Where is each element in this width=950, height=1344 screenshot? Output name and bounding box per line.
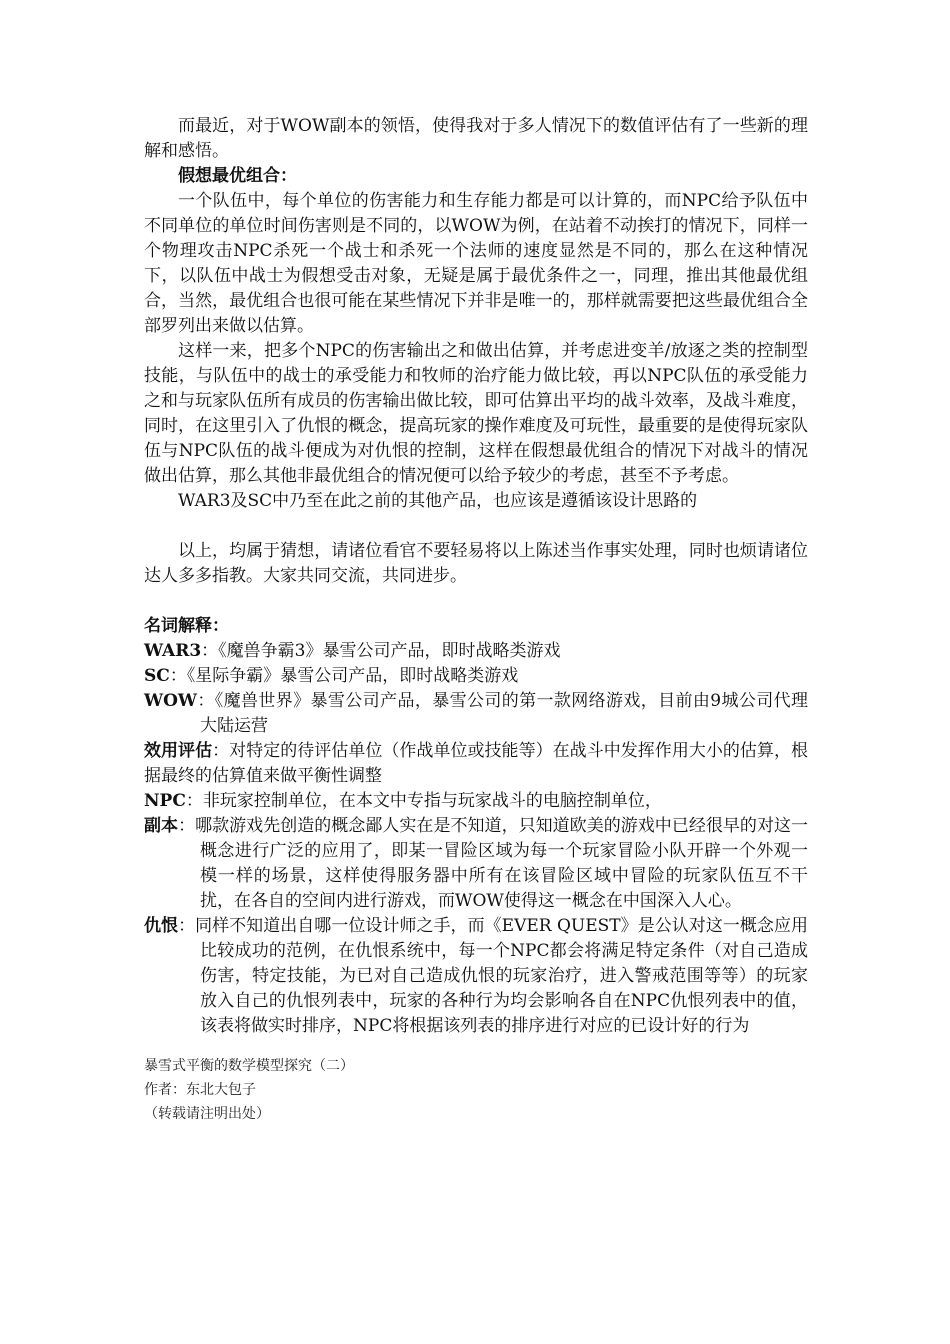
optimal-paragraph-2: 这样一来，把多个NPC的伤害输出之和做出估算，并考虑进变羊/放逐之类的控制型技能，与队伍中的战士的承受能力和牧师的治疗能力做比较，再以NPC队伍的承受能力之和与玩家队伍所有成员的伤害输出做比较，即可估算出平均的战斗效率，及战斗难度，同时，在这里引入了仇恨的概念，提高玩家的操作难度及可玩性，最重要的是使得玩家队伍与NPC队伍的战斗便成为对仇恨的控制，这样在假想最优组合的情况下对战斗的情况做出估算，那么其他非最优组合的情况便可以给予较少的考虑，甚至不予考虑。 xyxy=(144,341,808,486)
glossary-term: 仇恨 xyxy=(144,916,179,936)
spacer xyxy=(144,1039,808,1054)
document-page xyxy=(144,114,808,1126)
glossary-definition: 对特定的待评估单位（作战单位或技能等）在战斗中发挥作用大小的估算，根据最终的估算值来做平衡性调整 xyxy=(144,741,809,786)
glossary-definition: 《星际争霸》暴雪公司产品，即时战略类游戏 xyxy=(186,666,519,686)
spacer xyxy=(144,589,808,614)
glossary-definition: 《魔兽世界》暴雪公司产品，暴雪公司的第一款网络游戏，目前由9城公司代理大陆运营 xyxy=(200,691,808,736)
glossary-item-aggro xyxy=(144,914,808,1039)
glossary-term: WOW xyxy=(144,691,197,711)
glossary-term: WAR3 xyxy=(144,641,202,661)
glossary-item-instance xyxy=(144,814,808,914)
glossary-definition: 哪款游戏先创造的概念鄙人实在是不知道，只知道欧美的游戏中已经很早的对这一概念进行广泛的应用了，即某一冒险区域为每一个玩家冒险小队开辟一个外观一模一样的场景，这样使得服务器中所有在该冒险区域中冒险的玩家队伍互不干扰，在各自的空间内进行游戏，而WOW使得这一概念在中国深入人心。 xyxy=(195,816,809,911)
glossary-separator: ： xyxy=(178,816,196,836)
glossary-separator: ： xyxy=(201,641,219,661)
glossary-definition: 同样不知道出自哪一位设计师之手，而《EVER QUEST》是公认对这一概念应用比较成功的范例，在仇恨系统中，每一个NPC都会将满足特定条件（对自己造成伤害，特定技能，为已对自己造成仇恨的玩家治疗，进入警戒范围等等）的玩家放入自己的仇恨列表中，玩家的各种行为均会影响各自在NPC仇恨列表中的值，该表将做实时排序，NPC将根据该列表的排序进行对应的已设计好的行为 xyxy=(195,916,808,1036)
glossary-heading: 名词解释： xyxy=(144,616,229,636)
glossary-item-war3 xyxy=(144,639,808,664)
glossary-separator: ： xyxy=(185,791,203,811)
glossary-term: 效用评估 xyxy=(144,741,213,761)
section-heading-optimal-combination: 假想最优组合： xyxy=(178,166,297,186)
glossary-separator: ： xyxy=(197,691,215,711)
optimal-paragraph-3: WAR3及SC中乃至在此之前的其他产品，也应该是遵循该设计思路的 xyxy=(178,491,698,511)
glossary-list xyxy=(144,639,808,1039)
glossary-term: NPC xyxy=(144,791,186,811)
glossary-item-sc xyxy=(144,664,808,689)
glossary-item-utility-evaluation xyxy=(144,739,808,789)
footer xyxy=(144,1054,808,1126)
glossary-term: 副本 xyxy=(144,816,179,836)
spacer xyxy=(144,514,808,539)
optimal-paragraph-1: 一个队伍中，每个单位的伤害能力和生存能力都是可以计算的，而NPC给予队伍中不同单位的单位时间伤害则是不同的，以WOW为例，在站着不动挨打的情况下，同样一个物理攻击NPC杀死一个战士和杀死一个法师的速度显然是不同的，那么在这种情况下，以队伍中战士为假想受击对象，无疑是属于最优条件之一，同理，推出其他最优组合，当然，最优组合也很可能在某些情况下并非是唯一的，那样就需要把这些最优组合全部罗列出来做以估算。 xyxy=(144,191,808,336)
glossary-definition: 非玩家控制单位，在本文中专指与玩家战斗的电脑控制单位， xyxy=(202,791,662,811)
closing-paragraph: 以上，均属于猜想，请诸位看官不要轻易将以上陈述当作事实处理，同时也烦请诸位达人多多指教。大家共同交流，共同进步。 xyxy=(144,541,808,586)
glossary-term: SC xyxy=(144,666,170,686)
footer-repost-note: （转载请注明出处） xyxy=(144,1106,270,1122)
glossary-item-wow xyxy=(144,689,808,739)
glossary-definition: 《魔兽争霸3》暴雪公司产品，即时战略类游戏 xyxy=(218,641,561,661)
glossary-separator: ： xyxy=(178,916,196,936)
glossary-separator: ： xyxy=(169,666,187,686)
intro-paragraph: 而最近，对于WOW副本的领悟，使得我对于多人情况下的数值评估有了一些新的理解和感悟。 xyxy=(144,116,808,161)
glossary-item-npc xyxy=(144,789,808,814)
glossary-separator: ： xyxy=(212,741,230,761)
footer-title: 暴雪式平衡的数学模型探究（二） xyxy=(144,1058,354,1074)
footer-author: 作者：东北大包子 xyxy=(144,1082,256,1098)
